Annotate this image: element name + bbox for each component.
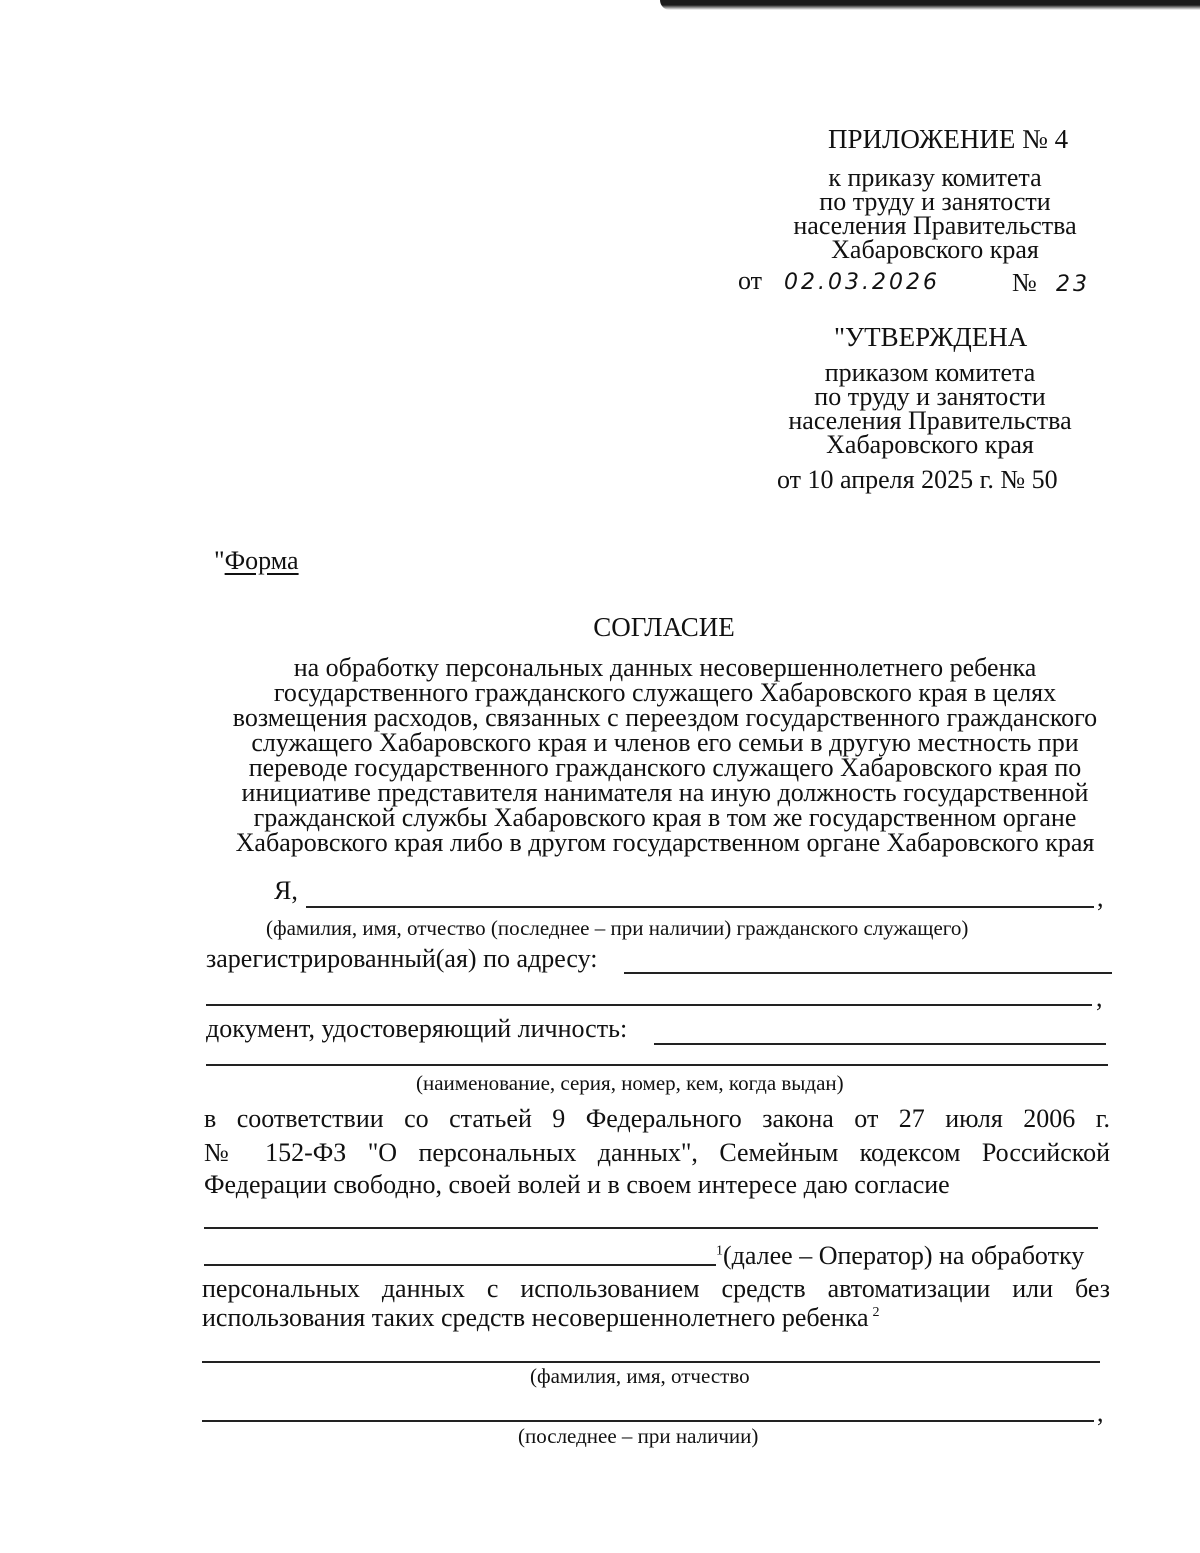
heading-line: служащего Хабаровского края и членов его семьи в другую местность при bbox=[251, 728, 1079, 757]
address-label: зарегистрированный(ая) по адресу: bbox=[206, 944, 598, 973]
approved-line: населения Правительства bbox=[788, 406, 1072, 435]
heading-line: инициативе представителя нанимателя на иную должность государственной bbox=[241, 778, 1089, 807]
id-caption: (наименование, серия, номер, кем, когда выдан) bbox=[416, 1071, 844, 1095]
appendix-number-handwritten: 23 bbox=[1056, 272, 1090, 297]
heading-line: на обработку персональных данных несовершеннолетнего ребенка bbox=[293, 653, 1037, 682]
appendix-title: ПРИЛОЖЕНИЕ № 4 bbox=[828, 124, 1069, 154]
child-name-input-line-1[interactable] bbox=[202, 1361, 1100, 1363]
i-label: Я, bbox=[274, 876, 298, 905]
name-comma: , bbox=[1097, 883, 1104, 912]
child-caption-1: (фамилия, имя, отчество bbox=[530, 1364, 750, 1388]
para2-line: использования таких средств несовершеннолетнего ребенка bbox=[202, 1303, 869, 1332]
form-label bbox=[214, 548, 299, 574]
name-caption: (фамилия, имя, отчество (последнее – при наличии) гражданского служащего) bbox=[266, 916, 969, 940]
para1-line: № 152-ФЗ "О персональных данных", Семейным кодексом Российской bbox=[204, 1138, 1110, 1167]
id-label: документ, удостоверяющий личность: bbox=[206, 1014, 628, 1043]
approved-line: по труду и занятости bbox=[814, 382, 1046, 411]
address-input-line-1[interactable] bbox=[624, 972, 1112, 974]
heading-line: Хабаровского края либо в другом государственном органе Хабаровского края bbox=[235, 828, 1095, 857]
operator-input-line-1[interactable] bbox=[204, 1227, 1098, 1229]
heading-line: гражданской службы Хабаровского края в том же государственном органе bbox=[253, 803, 1077, 832]
para2-line-last bbox=[202, 1305, 880, 1331]
address-comma: , bbox=[1096, 983, 1103, 1012]
child-name-input-line-2[interactable] bbox=[202, 1420, 1094, 1422]
approved-date-line: от 10 апреля 2025 г. № 50 bbox=[777, 465, 1058, 494]
consent-title: СОГЛАСИЕ bbox=[593, 612, 735, 642]
id-input-line-2[interactable] bbox=[206, 1064, 1108, 1066]
approved-line: приказом комитета bbox=[824, 358, 1036, 387]
child-caption-2: (последнее – при наличии) bbox=[518, 1424, 759, 1448]
approved-line: Хабаровского края bbox=[826, 430, 1034, 459]
operator-text-content: (далее – Оператор) на обработку bbox=[723, 1241, 1085, 1270]
para1-line: в соответствии со статьей 9 Федерального закона от 27 июля 2006 г. bbox=[204, 1104, 1110, 1133]
approved-title: "УТВЕРЖДЕНА bbox=[834, 322, 1028, 352]
heading-line: государственного гражданского служащего Хабаровского края в целях bbox=[273, 678, 1057, 707]
heading-line: возмещения расходов, связанных с переездом государственного гражданского bbox=[232, 703, 1098, 732]
operator-text bbox=[716, 1243, 1084, 1269]
appendix-line: по труду и занятости bbox=[819, 187, 1051, 216]
appendix-line: к приказу комитета bbox=[828, 163, 1042, 192]
appendix-date-handwritten: 02.03.2026 bbox=[784, 270, 940, 295]
child-name-comma: , bbox=[1097, 1398, 1104, 1427]
footnote-2: 2 bbox=[872, 1305, 880, 1321]
id-input-line-1[interactable] bbox=[654, 1043, 1106, 1045]
appendix-number-label: № bbox=[1012, 268, 1037, 297]
form-label-quote: " bbox=[214, 546, 225, 575]
appendix-from-label: от bbox=[738, 266, 763, 295]
heading-line: переводе государственного гражданского служащего Хабаровского края по bbox=[248, 753, 1082, 782]
appendix-line: Хабаровского края bbox=[831, 235, 1039, 264]
operator-input-line-2[interactable] bbox=[204, 1264, 716, 1266]
name-input-line[interactable] bbox=[306, 906, 1094, 908]
para2-line: персональных данных с использованием средств автоматизации или без bbox=[202, 1274, 1110, 1303]
address-input-line-2[interactable] bbox=[206, 1004, 1092, 1006]
para1-line: Федерации свободно, своей волей и в своем интересе даю согласие bbox=[204, 1170, 950, 1199]
form-label-text: Форма bbox=[224, 546, 299, 575]
scan-edge-artifact bbox=[660, 0, 1200, 10]
footnote-1: 1 bbox=[716, 1243, 723, 1259]
appendix-line: населения Правительства bbox=[793, 211, 1077, 240]
